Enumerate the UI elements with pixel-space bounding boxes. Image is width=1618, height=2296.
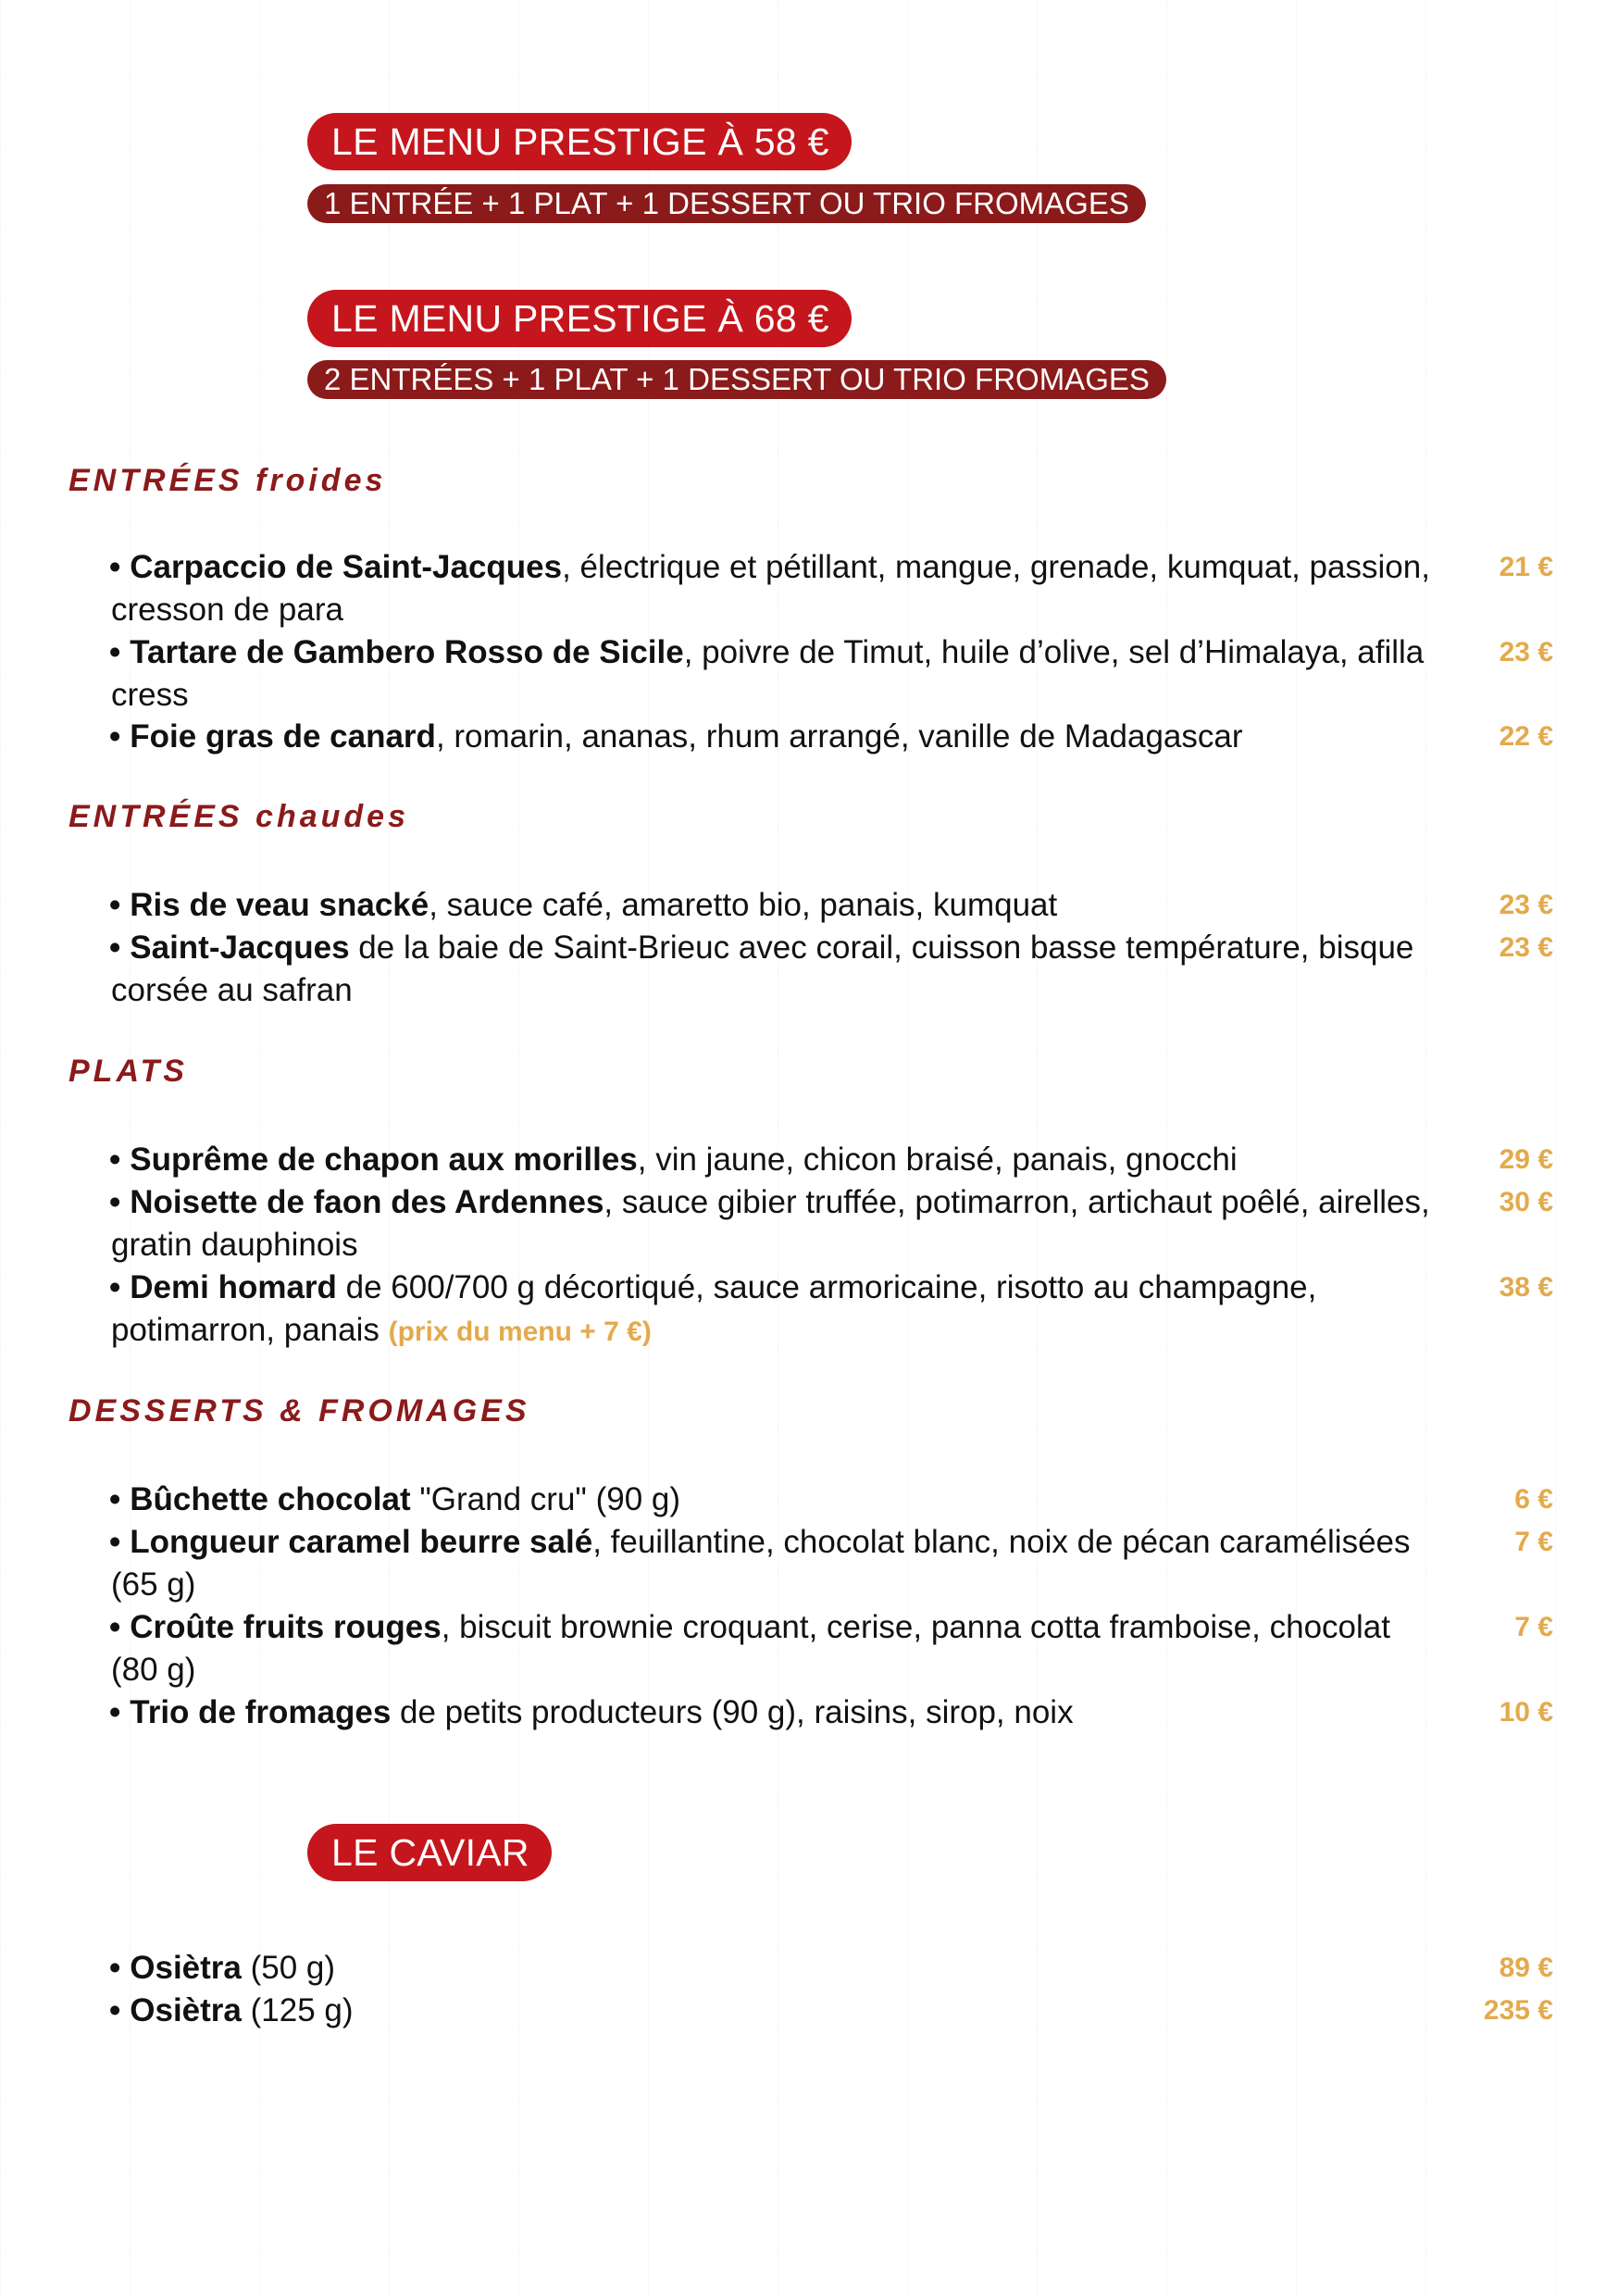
item-price: 10 € [1499, 1697, 1553, 1728]
item-name: Carpaccio de Saint-Jacques [130, 549, 563, 585]
item-description: , vin jaune, chicon braisé, panais, gnocchi [637, 1142, 1238, 1178]
section-title-entrees-chaudes: ENTRÉES chaudes [68, 799, 409, 834]
bullet: • [109, 1609, 121, 1645]
menu-item [109, 1181, 1430, 1267]
menu-item [111, 631, 1425, 717]
item-name: Tartare de Gambero Rosso de Sicile [130, 634, 684, 670]
section-title-entrees-froides: ENTRÉES froides [68, 463, 387, 498]
menu-item [111, 1267, 1425, 1354]
bullet: • [109, 1524, 121, 1560]
caviar-title: LE CAVIAR [307, 1824, 552, 1881]
item-name: Trio de fromages [130, 1694, 392, 1730]
item-price: 29 € [1499, 1144, 1553, 1175]
item-name: Noisette de faon des Ardennes [130, 1184, 604, 1220]
bullet: • [109, 1269, 121, 1305]
bullet: • [109, 634, 121, 670]
item-description: , biscuit brownie croquant, cerise, panna cotta framboise, chocolat (80 g) [111, 1609, 1390, 1688]
bullet: • [109, 1950, 121, 1986]
item-name: Bûchette chocolat [130, 1481, 411, 1517]
item-price: 89 € [1499, 1953, 1553, 1983]
menu-item [111, 1521, 1425, 1606]
menu-68-subtitle: 2 ENTRÉES + 1 PLAT + 1 DESSERT OU TRIO FROMAGES [307, 360, 1166, 399]
item-name: Ris de veau snacké [130, 887, 429, 923]
menu-item [111, 716, 1425, 758]
section-title-plats: PLATS [68, 1054, 188, 1089]
item-description: , romarin, ananas, rhum arrangé, vanille de Madagascar [435, 718, 1243, 755]
menu-item [111, 927, 1425, 1012]
item-name: Demi homard [130, 1269, 337, 1305]
item-description: de petits producteurs (90 g), raisins, sirop, noix [391, 1694, 1074, 1730]
bullet: • [109, 1142, 121, 1178]
item-price: 7 € [1514, 1612, 1553, 1642]
item-price: 23 € [1499, 932, 1553, 963]
menu-58-subtitle: 1 ENTRÉE + 1 PLAT + 1 DESSERT OU TRIO FROMAGES [307, 184, 1146, 223]
item-description: , sauce café, amaretto bio, panais, kumquat [429, 887, 1058, 923]
menu-item [111, 1606, 1425, 1691]
item-price: 23 € [1499, 890, 1553, 920]
menu-item [111, 1990, 1425, 2032]
bullet: • [109, 930, 121, 966]
bullet: • [109, 1184, 121, 1220]
item-price: 22 € [1499, 721, 1553, 752]
bullet: • [109, 1694, 121, 1730]
menu-68-title: LE MENU PRESTIGE À 68 € [307, 290, 852, 347]
item-description: (50 g) [241, 1950, 336, 1986]
bullet: • [109, 1481, 121, 1517]
menu-item [111, 1947, 1425, 1990]
menu-item [111, 1139, 1425, 1181]
item-description: , poivre de Timut, huile d’olive, sel d’Himalaya, afilla cress [111, 634, 1425, 713]
item-name: Suprême de chapon aux morilles [130, 1142, 638, 1178]
item-description: de la baie de Saint-Brieuc avec corail, cuisson basse température, bisque corsée au safran [111, 930, 1414, 1008]
item-description: (125 g) [241, 1992, 354, 2028]
item-description: , feuillantine, chocolat blanc, noix de pécan caramélisées (65 g) [111, 1524, 1411, 1603]
item-description: , sauce gibier truffée, potimarron, artichaut poêlé, airelles, gratin dauphinois [111, 1184, 1430, 1263]
menu-58-title: LE MENU PRESTIGE À 58 € [307, 113, 852, 170]
section-title-desserts: DESSERTS & FROMAGES [68, 1393, 530, 1429]
bullet: • [109, 887, 121, 923]
item-name: Longueur caramel beurre salé [130, 1524, 593, 1560]
item-name: Croûte fruits rouges [130, 1609, 442, 1645]
menu-item [109, 546, 1430, 631]
item-price: 30 € [1499, 1187, 1553, 1217]
item-description: , électrique et pétillant, mangue, grenade, kumquat, passion, cresson de para [111, 549, 1430, 628]
item-price: 7 € [1514, 1527, 1553, 1557]
bullet: • [109, 718, 121, 755]
item-description: de 600/700 g décortiqué, sauce armoricaine, risotto au champagne, potimarron, panais [111, 1269, 1317, 1348]
item-price: 235 € [1483, 1995, 1553, 2026]
item-price: 23 € [1499, 637, 1553, 668]
menu-item [111, 1691, 1425, 1734]
item-name: Foie gras de canard [130, 718, 436, 755]
menu-item [111, 884, 1425, 927]
menu-item [111, 1479, 1425, 1521]
item-price: 6 € [1514, 1484, 1553, 1515]
item-description: "Grand cru" (90 g) [410, 1481, 681, 1517]
bullet: • [109, 549, 121, 585]
item-name: Saint-Jacques [130, 930, 350, 966]
item-price: 21 € [1499, 552, 1553, 582]
item-name: Osiètra [130, 1992, 242, 2028]
item-name: Osiètra [130, 1950, 242, 1986]
price-note: (prix du menu + 7 €) [388, 1316, 652, 1347]
bullet: • [109, 1992, 121, 2028]
item-price: 38 € [1499, 1272, 1553, 1303]
